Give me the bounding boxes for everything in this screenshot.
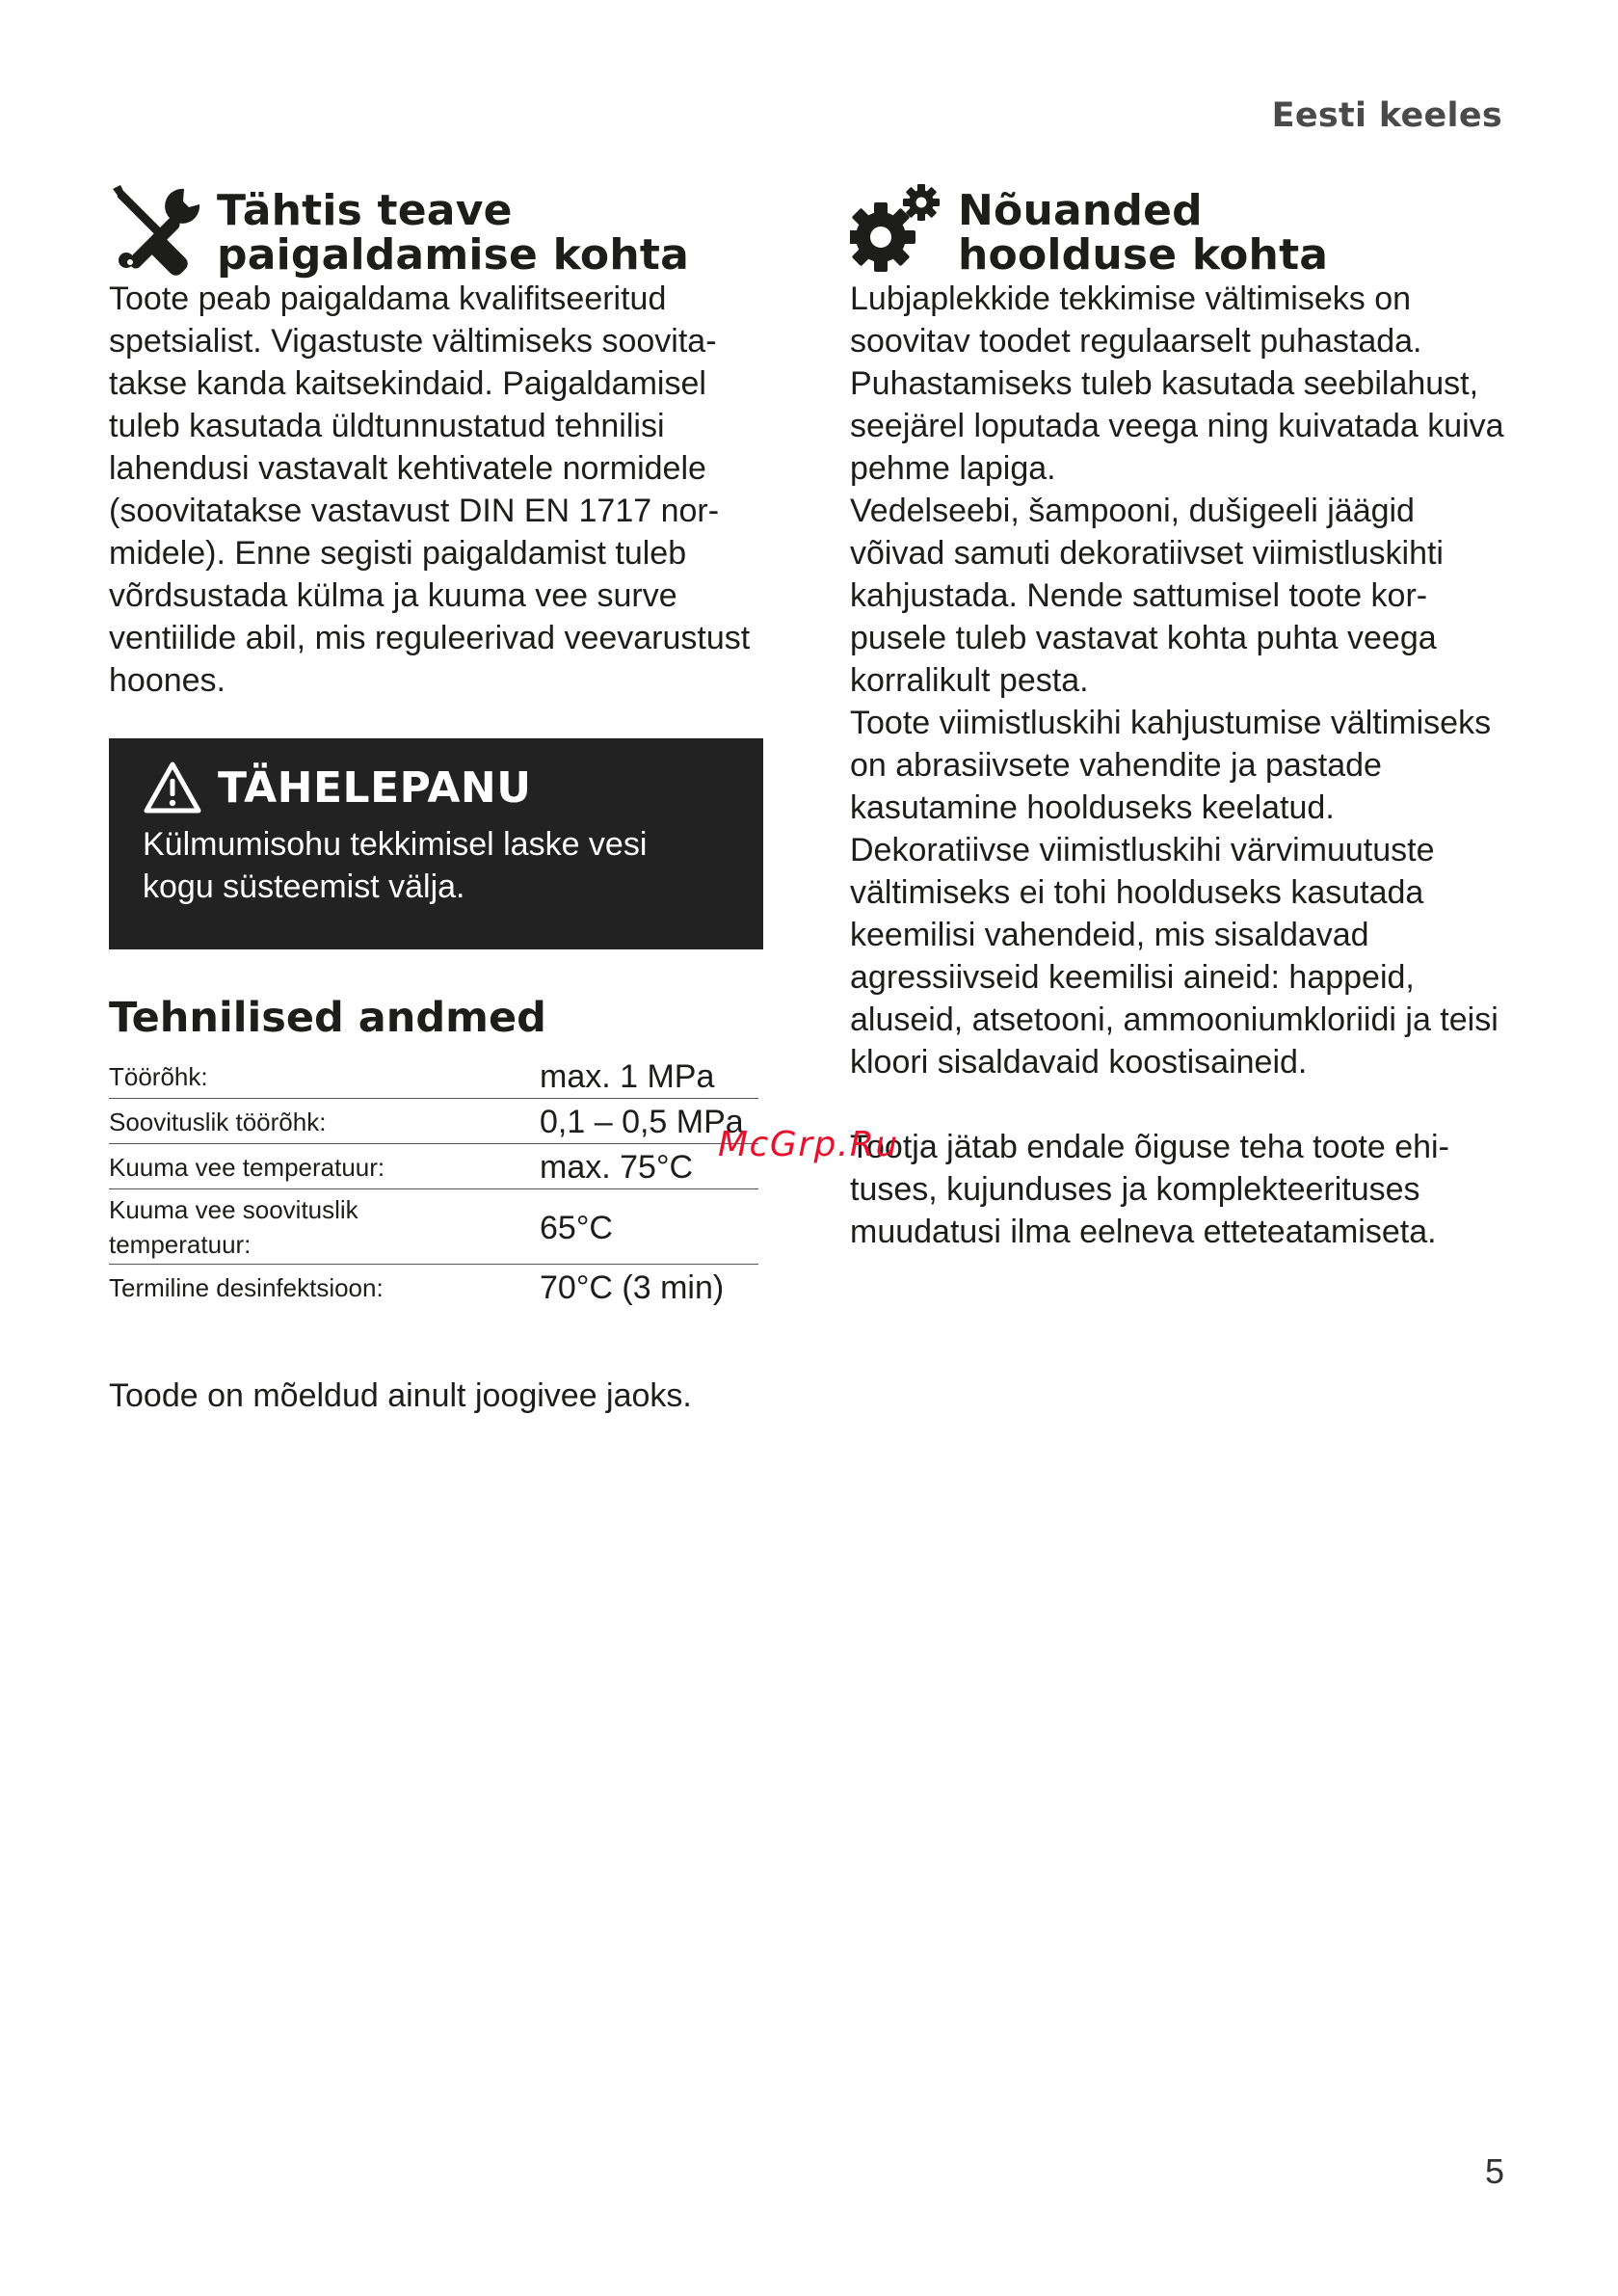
tech-label: Kuuma vee soovituslik temperatuur:: [109, 1195, 358, 1259]
warning-triangle-icon: [143, 761, 202, 814]
language-label: Eesti keeles: [1271, 96, 1502, 135]
drinking-water-note: Toode on mõeldud ainult joogivee jaoks.: [109, 1377, 692, 1414]
installation-text: Toote peab paigaldama kvalifitseeritud spetsialist. Vigastuste vältimiseks soovitatakse kanda kaitsekindaid. Paigaldamisel tuleb kasutada üldtunnustatud tehnilisi lahendusi vastavalt kehtivatele normidele (soovitatakse vastavust DIN EN 1717 normidele). Enne segisti paigaldamist tuleb võrdsustada külma ja kuuma vee surve ventiilide abil, mis reguleerivad veevarustust hoones.: [109, 280, 751, 699]
installation-section: [109, 183, 764, 1417]
warning-text-line2: kogu süsteemist välja.: [143, 868, 465, 905]
warning-text: [143, 823, 730, 908]
maintenance-paragraph-2: Vedelseebi, šampooni, dušigeeli jäägid võivad samuti dekoratiivset viimistluskihti kahjustada. Nende sattumisel toote korpusele tuleb vastavat kohta puhta veega korralikult pesta.: [850, 493, 1444, 699]
tech-value: max. 1 MPa: [540, 1058, 715, 1095]
maintenance-title-line1: Nõuanded: [958, 186, 1203, 235]
maintenance-heading: [850, 183, 1505, 278]
maintenance-paragraph-4: Dekoratiivse viimistluskihi värvimuutuste vältimiseks ei tohi hoolduseks kasutada keemilisi vahendeid, mis sisaldavad agressiivseid keemilisi aineid: happeid, aluseid, atsetooni, ammooniumkloriidi ja teisi kloori sisaldavaid koostisaineid.: [850, 832, 1499, 1081]
installation-heading: [109, 183, 764, 278]
tech-label: Termiline desinfektsioon:: [109, 1272, 384, 1302]
tools-icon: [109, 183, 205, 276]
tech-value: max. 75°C: [540, 1149, 694, 1186]
warning-title: TÄHELEPANU: [218, 762, 532, 813]
maintenance-paragraph-3: Toote viimistluskihi kahjustumise vältimiseks on abrasiivsete vahendite ja pastade kasutamine hoolduseks keelatud.: [850, 705, 1492, 826]
maintenance-section: [850, 183, 1505, 1253]
table-row: [109, 1099, 758, 1144]
maintenance-paragraph-1: Lubjaplekkide tekkimise vältimiseks on soovitav toodet regulaarselt puhastada. Puhastamiseks tuleb kasutada seebilahust, seejärel loputada veega ning kuivatada kuiva pehme lapiga.: [850, 280, 1504, 487]
table-row: [109, 1054, 758, 1099]
gears-icon: [850, 183, 946, 276]
tech-value: 0,1 – 0,5 MPa: [540, 1104, 744, 1140]
maintenance-paragraph-5: Tootja jätab endale õiguse teha toote ehituses, kujunduses ja komplekteerituses muudatusi ilma eelneva etteteatamiseta.: [850, 1129, 1449, 1250]
table-row: [109, 1265, 758, 1310]
table-row: [109, 1189, 758, 1265]
maintenance-title-line2: hoolduse kohta: [958, 230, 1329, 280]
warning-text-line1: Külmumisohu tekkimisel laske vesi: [143, 826, 648, 863]
tech-label: Kuuma vee temperatuur:: [109, 1152, 385, 1182]
warning-box: [109, 738, 763, 949]
tech-value: 70°C (3 min): [540, 1269, 725, 1306]
tech-data-title: Tehnilised andmed: [109, 994, 546, 1042]
watermark: McGrp.Ru: [718, 1125, 899, 1164]
tech-label: Töörõhk:: [109, 1061, 208, 1091]
table-row: [109, 1144, 758, 1189]
tech-value: 65°C: [540, 1209, 613, 1246]
tech-label: Soovituslik töörõhk:: [109, 1107, 327, 1136]
installation-title-line2: paigaldamise kohta: [217, 230, 689, 280]
page-number: 5: [1484, 2151, 1504, 2191]
tech-data-table: [109, 1054, 758, 1309]
installation-title-line1: Tähtis teave: [217, 186, 513, 235]
